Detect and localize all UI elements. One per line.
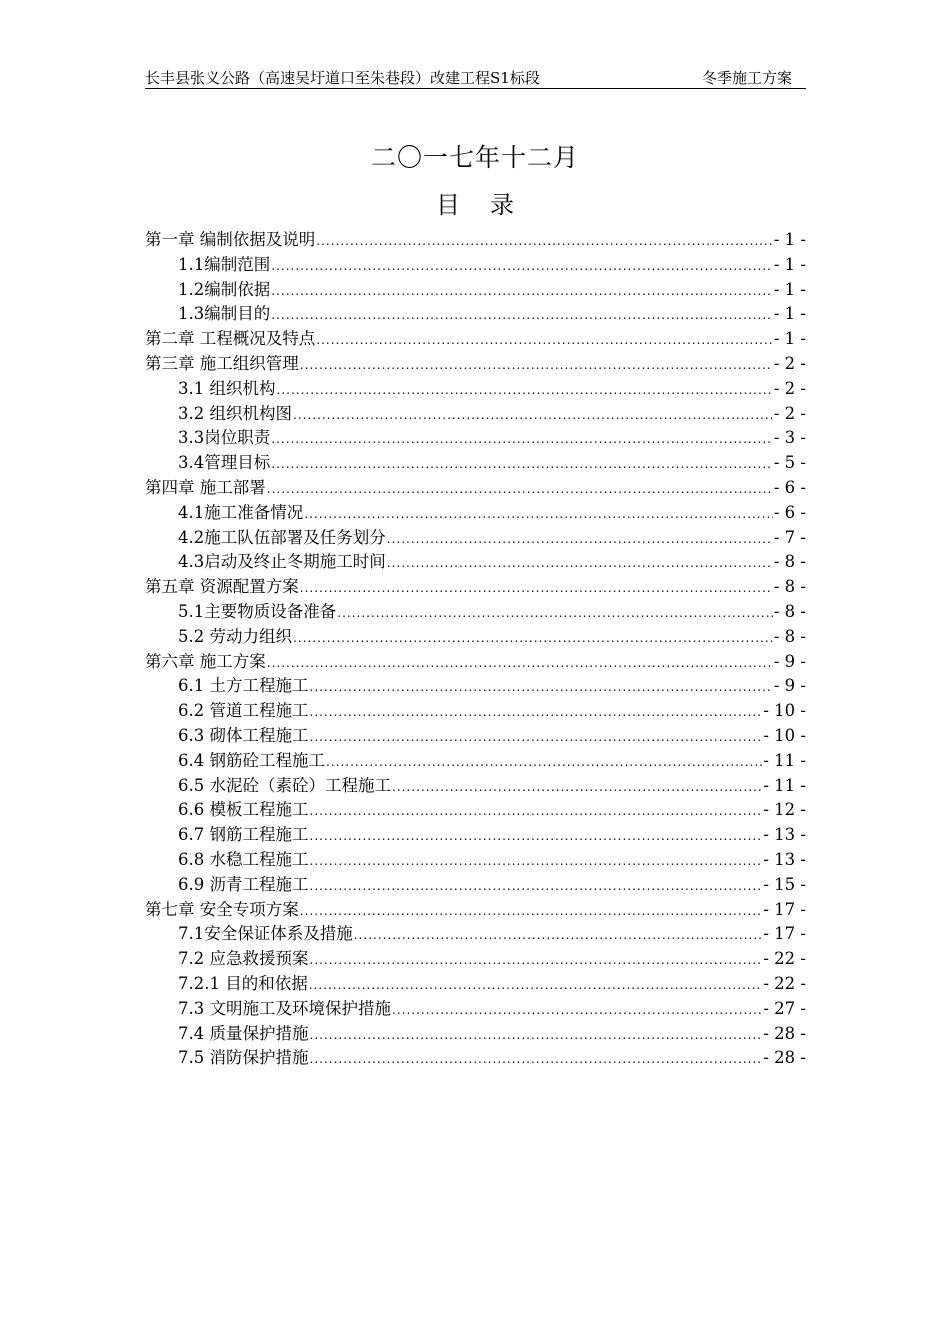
toc-entry-page-number: - 7 - — [773, 527, 806, 547]
toc-entry-label: 6.4 钢筋砼工程施工 — [178, 750, 325, 770]
toc-dot-leader — [267, 656, 773, 670]
toc-section-entry[interactable] — [145, 276, 806, 301]
toc-entry-page-number: - 1 - — [773, 230, 806, 249]
toc-chapter-entry[interactable] — [145, 226, 806, 251]
toc-entry-label: 第六章 施工方案 — [145, 651, 266, 671]
toc-dot-leader — [300, 904, 763, 918]
toc-dot-leader — [271, 259, 773, 273]
toc-entry-page-number: - 13 - — [763, 849, 806, 869]
toc-dot-leader — [310, 829, 763, 843]
toc-section-entry[interactable] — [145, 871, 806, 896]
toc-entry-page-number: - 22 - — [763, 973, 806, 993]
header-project-title: 长丰县张义公路（高速吴圩道口至朱巷段）改建工程S1标段 — [145, 69, 540, 87]
toc-entry-label: 第七章 安全专项方案 — [145, 899, 299, 919]
toc-entry-label: 第二章 工程概况及特点 — [145, 329, 316, 349]
toc-entry-label: 7.5 消防保护措施 — [178, 1048, 309, 1068]
toc-entry-label: 6.7 钢筋工程施工 — [178, 825, 309, 845]
toc-section-entry[interactable] — [145, 623, 806, 648]
toc-entry-page-number: - 10 - — [763, 725, 806, 745]
toc-entry-page-number: - 8 - — [773, 601, 806, 621]
toc-section-entry[interactable] — [145, 1020, 806, 1045]
toc-entry-label: 第五章 资源配置方案 — [145, 577, 299, 597]
toc-dot-leader — [310, 879, 763, 893]
toc-entry-page-number: - 2 - — [773, 378, 806, 398]
toc-entry-label: 3.1 组织机构 — [178, 378, 276, 398]
toc-entry-page-number: - 11 - — [763, 775, 806, 795]
toc-entry-page-number: - 1 - — [773, 329, 806, 349]
toc-section-entry[interactable] — [145, 672, 806, 697]
toc-entry-label: 1.2编制依据 — [178, 279, 271, 299]
toc-section-entry[interactable] — [145, 821, 806, 846]
toc-entry-page-number: - 28 - — [763, 1023, 806, 1043]
toc-entry-page-number: - 22 - — [763, 949, 806, 969]
toc-entry-page-number: - 13 - — [763, 825, 806, 845]
toc-dot-leader — [310, 854, 763, 868]
toc-dot-leader — [310, 1028, 763, 1042]
page-header — [145, 66, 806, 89]
toc-chapter-entry[interactable] — [145, 896, 806, 921]
toc-dot-leader — [271, 432, 773, 446]
toc-dot-leader — [293, 631, 773, 645]
toc-dot-leader — [310, 730, 763, 744]
toc-entry-label: 7.2 应急救援预案 — [178, 949, 309, 969]
toc-entry-label: 6.2 管道工程施工 — [178, 701, 309, 721]
toc-section-entry[interactable] — [145, 400, 806, 425]
toc-section-entry[interactable] — [145, 995, 806, 1020]
toc-entry-page-number: - 11 - — [763, 750, 806, 770]
toc-section-entry[interactable] — [145, 300, 806, 325]
toc-dot-leader — [326, 755, 762, 769]
toc-entry-page-number: - 9 - — [773, 676, 806, 696]
document-date: 二〇一七年十二月 — [370, 143, 579, 172]
toc-dot-leader — [316, 333, 773, 347]
toc-dot-leader — [316, 234, 773, 248]
toc-entry-page-number: - 10 - — [763, 701, 806, 721]
toc-dot-leader — [267, 482, 773, 496]
toc-section-entry[interactable] — [145, 920, 806, 945]
toc-chapter-entry[interactable] — [145, 474, 806, 499]
toc-chapter-entry[interactable] — [145, 573, 806, 598]
toc-dot-leader — [310, 953, 763, 967]
toc-entry-page-number: - 3 - — [773, 428, 806, 448]
toc-title: 目录 — [436, 191, 544, 219]
toc-dot-leader — [300, 581, 773, 595]
toc-section-entry[interactable] — [145, 524, 806, 549]
toc-entry-page-number: - 8 - — [773, 552, 806, 572]
toc-entry-page-number: - 17 - — [763, 924, 806, 944]
toc-entry-label: 5.2 劳动力组织 — [178, 626, 292, 646]
toc-entry-page-number: - 6 - — [773, 477, 806, 497]
toc-section-entry[interactable] — [145, 796, 806, 821]
toc-entry-page-number: - 17 - — [763, 899, 806, 919]
toc-dot-leader — [387, 532, 773, 546]
toc-dot-leader — [300, 358, 773, 372]
toc-section-entry[interactable] — [145, 722, 806, 747]
toc-entry-page-number: - 8 - — [773, 626, 806, 646]
toc-entry-page-number: - 28 - — [763, 1048, 806, 1068]
toc-entry-page-number: - 1 - — [773, 304, 806, 324]
toc-entry-label: 6.3 砌体工程施工 — [178, 725, 309, 745]
toc-entry-label: 4.2施工队伍部署及任务划分 — [178, 527, 386, 547]
toc-chapter-entry[interactable] — [145, 350, 806, 375]
toc-dot-leader — [271, 284, 773, 298]
toc-section-entry[interactable] — [145, 251, 806, 276]
toc-entry-page-number: - 12 - — [763, 800, 806, 820]
toc-dot-leader — [310, 804, 763, 818]
toc-dot-leader — [271, 308, 773, 322]
toc-entry-label: 6.6 模板工程施工 — [178, 800, 309, 820]
toc-entry-label: 5.1主要物质设备准备 — [178, 601, 337, 621]
toc-entry-page-number: - 2 - — [773, 353, 806, 373]
toc-section-entry[interactable] — [145, 945, 806, 970]
toc-entry-page-number: - 5 - — [773, 453, 806, 473]
toc-entry-label: 6.1 土方工程施工 — [178, 676, 309, 696]
toc-entry-page-number: - 2 - — [773, 403, 806, 423]
toc-section-entry[interactable] — [145, 375, 806, 400]
toc-entry-label: 7.2.1 目的和依据 — [178, 973, 308, 993]
toc-section-entry[interactable] — [145, 449, 806, 474]
toc-section-entry[interactable] — [145, 424, 806, 449]
toc-dot-leader — [354, 928, 763, 942]
toc-dot-leader — [271, 457, 773, 471]
toc-dot-leader — [392, 780, 762, 794]
toc-entry-label: 3.4管理目标 — [178, 453, 271, 473]
toc-entry-page-number: - 9 - — [773, 651, 806, 671]
toc-entry-label: 3.3岗位职责 — [178, 428, 271, 448]
toc-entry-label: 6.8 水稳工程施工 — [178, 849, 309, 869]
toc-entry-label: 第一章 编制依据及说明 — [145, 230, 316, 249]
toc-entry-label: 6.5 水泥砼（素砼）工程施工 — [178, 775, 391, 795]
toc-entry-page-number: - 6 - — [773, 502, 806, 522]
toc-dot-leader — [387, 556, 773, 570]
toc-dot-leader — [304, 507, 773, 521]
toc-entry-page-number: - 1 - — [773, 254, 806, 274]
toc-entry-label: 1.3编制目的 — [178, 304, 271, 324]
toc-entry-label: 7.1安全保证体系及措施 — [178, 924, 353, 944]
toc-section-entry[interactable] — [145, 548, 806, 573]
toc-dot-leader — [392, 1003, 762, 1017]
toc-section-entry[interactable] — [145, 1044, 806, 1069]
toc-entry-label: 第三章 施工组织管理 — [145, 353, 299, 373]
toc-section-entry[interactable] — [145, 747, 806, 772]
toc-chapter-entry[interactable] — [145, 325, 806, 350]
toc-section-entry[interactable] — [145, 598, 806, 623]
toc-entry-label: 3.2 组织机构图 — [178, 403, 292, 423]
toc-entry-page-number: - 8 - — [773, 577, 806, 597]
toc-entry-label: 4.3启动及终止冬期施工时间 — [178, 552, 386, 572]
toc-entry-label: 1.1编制范围 — [178, 254, 271, 274]
header-document-title: 冬季施工方案 — [701, 69, 792, 87]
toc-entry-page-number: - 1 - — [773, 279, 806, 299]
toc-entry-label: 7.3 文明施工及环境保护措施 — [178, 998, 391, 1018]
toc-entry-label: 7.4 质量保护措施 — [178, 1023, 309, 1043]
toc-dot-leader — [309, 978, 763, 992]
toc-dot-leader — [310, 1052, 763, 1066]
toc-dot-leader — [310, 705, 763, 719]
toc-section-entry[interactable] — [145, 697, 806, 722]
toc-entry-label: 6.9 沥青工程施工 — [178, 874, 309, 894]
toc-entry-label: 第四章 施工部署 — [145, 477, 266, 497]
toc-dot-leader — [277, 383, 773, 397]
toc-section-entry[interactable] — [145, 499, 806, 524]
toc-dot-leader — [310, 680, 773, 694]
toc-entry-page-number: - 27 - — [763, 998, 806, 1018]
toc-section-entry[interactable] — [145, 846, 806, 871]
toc-chapter-entry[interactable] — [145, 648, 806, 673]
toc-dot-leader — [337, 606, 773, 620]
toc-section-entry[interactable] — [145, 772, 806, 797]
table-of-contents — [145, 226, 806, 1069]
toc-section-entry[interactable] — [145, 970, 806, 995]
toc-entry-page-number: - 15 - — [763, 874, 806, 894]
toc-dot-leader — [293, 408, 773, 422]
toc-entry-label: 4.1施工准备情况 — [178, 502, 304, 522]
